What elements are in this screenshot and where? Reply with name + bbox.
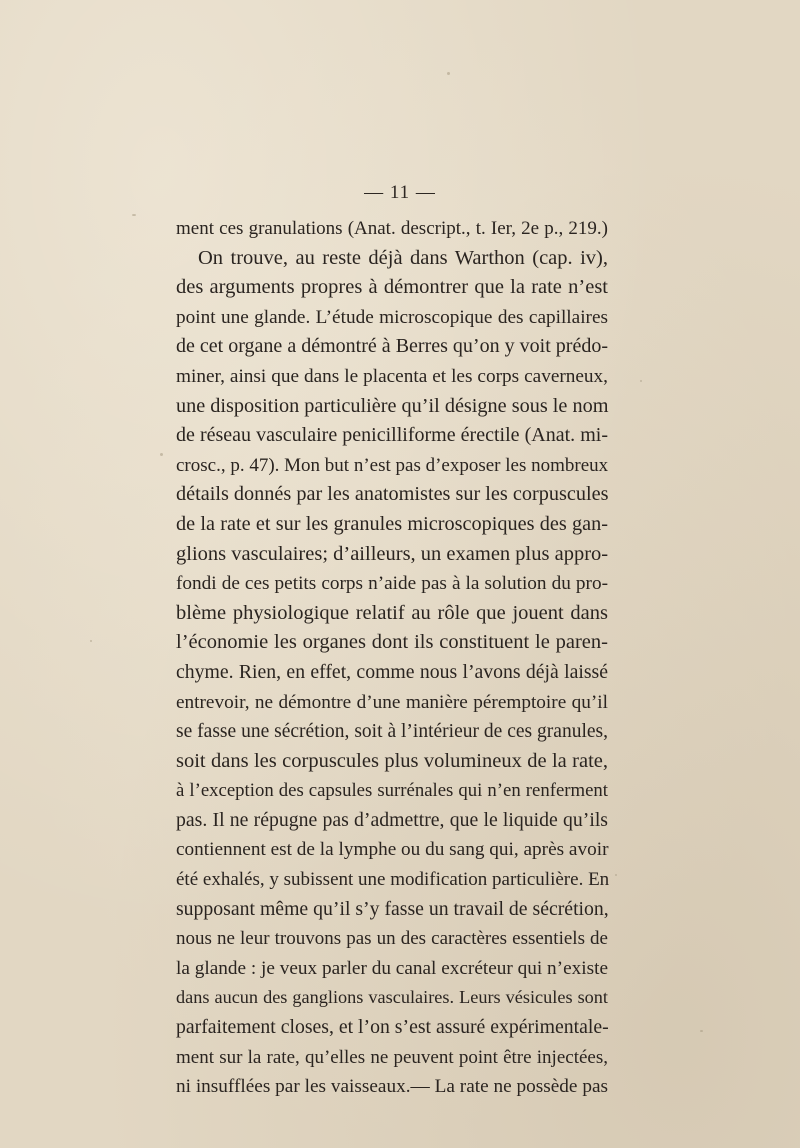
text-line: glions vasculaires; d’ailleurs, un examen plus appro- xyxy=(176,542,609,565)
text-line: point une glande. L’étude microscopique des capillaires xyxy=(176,306,608,328)
text-line: miner, ainsi que dans le placenta et les corps caverneux, xyxy=(176,365,608,387)
text-line: une disposition particulière qu’il désigne sous le nom xyxy=(176,394,609,417)
paper-speck xyxy=(90,640,92,642)
text-line: On trouve, au reste déjà dans Warthon (cap. iv), xyxy=(198,246,608,269)
text-line: crosc., p. 47). Mon but n’est pas d’exposer les nombreux xyxy=(176,454,609,476)
text-line: détails donnés par les anatomistes sur les corpuscules xyxy=(176,483,609,506)
text-line: la glande : je veux parler du canal excréteur qui n’existe xyxy=(176,957,608,979)
text-line: à l’exception des capsules surrénales qui n’en renferment xyxy=(176,780,608,802)
text-line: pas. Il ne répugne pas d’admettre, que le liquide qu’ils xyxy=(176,808,608,831)
text-line: de réseau vasculaire penicilliforme érectile (Anat. mi- xyxy=(176,424,608,447)
paper-speck xyxy=(700,1030,703,1032)
text-line: des arguments propres à démontrer que la rate n’est xyxy=(176,276,608,299)
text-line: de la rate et sur les granules microscopiques des gan- xyxy=(176,512,608,535)
text-line: ni insufflées par les vaisseaux.— La rate ne possède pas xyxy=(176,1076,608,1098)
text-line: parfaitement closes, et l’on s’est assuré expérimentale- xyxy=(176,1016,609,1039)
text-line: dans aucun des ganglions vasculaires. Leurs vésicules sont xyxy=(176,987,608,1008)
paper-speck xyxy=(615,874,617,876)
text-line: blème physiologique relatif au rôle que jouent dans xyxy=(176,601,608,624)
text-line: été exhalés, y subissent une modification particulière. En xyxy=(176,869,610,891)
text-line: entrevoir, ne démontre d’une manière péremptoire qu’il xyxy=(176,691,608,713)
text-line: nous ne leur trouvons pas un des caractères essentiels de xyxy=(176,928,608,950)
paper-speck xyxy=(160,453,163,456)
text-line: ment sur la rate, qu’elles ne peuvent point être injectées, xyxy=(176,1046,608,1068)
text-line: fondi de ces petits corps n’aide pas à la solution du pro- xyxy=(176,573,608,595)
text-line: l’économie les organes dont ils constituent le paren- xyxy=(176,631,608,654)
paper-speck xyxy=(447,72,450,75)
text-line: chyme. Rien, en effet, comme nous l’avons déjà laissé xyxy=(176,660,608,683)
text-line: contiennent est de la lymphe ou du sang qui, après avoir xyxy=(176,839,609,861)
paper-speck xyxy=(132,214,136,216)
text-line: supposant même qu’il s’y fasse un travail de sécrétion, xyxy=(176,897,609,920)
text-line: de cet organe a démontré à Berres qu’on y voit prédo- xyxy=(176,335,608,358)
text-line: se fasse une sécrétion, soit à l’intérieur de ces granules, xyxy=(176,721,608,743)
body-text xyxy=(176,214,608,1102)
page-number: — 11 — xyxy=(364,182,436,203)
paper-speck xyxy=(640,380,642,382)
text-line: ment ces granulations (Anat. descript., t. Ier, 2e p., 219.) xyxy=(176,218,608,239)
text-line: soit dans les corpuscules plus volumineux de la rate, xyxy=(176,749,608,772)
